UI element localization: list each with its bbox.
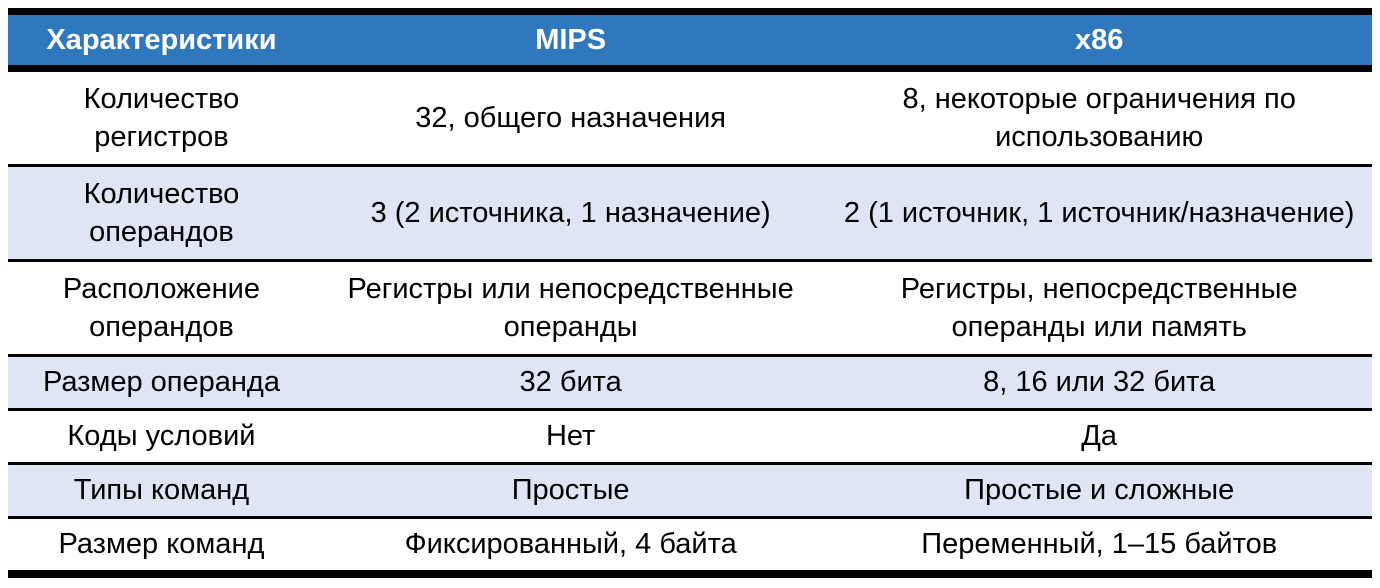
x86-value-cell: 2 (1 источник, 1 источник/назначение)	[843, 196, 1355, 229]
table-row-operand-count	[8, 166, 1372, 261]
x86-value-cell: 8, 16 или 32 бита	[983, 366, 1216, 399]
column-header-characteristics: Характеристики	[46, 23, 277, 56]
table-row-instruction-size	[8, 518, 1372, 575]
row-label-cell: Коды условий	[67, 420, 256, 453]
table-row-instruction-types	[8, 464, 1372, 518]
mips-value-cell: 32 бита	[519, 366, 622, 399]
header-row	[8, 12, 1372, 69]
mips-value-cell: 3 (2 источника, 1 назначение)	[370, 196, 771, 229]
row-label-cell: Размер операнда	[42, 366, 280, 399]
mips-value-cell: Регистры или непосредственные операнды	[347, 272, 794, 343]
x86-value-cell: 8, некоторые ограничения по использованию	[902, 82, 1296, 153]
row-label-cell: Количество операндов	[83, 177, 240, 248]
x86-value-cell: Простые и сложные	[964, 474, 1235, 507]
row-label-cell: Размер команд	[58, 528, 265, 561]
table-row-register-count	[8, 69, 1372, 166]
table-row-condition-codes	[8, 410, 1372, 464]
row-label-cell: Расположение операндов	[62, 272, 260, 343]
table-row-operand-size	[8, 356, 1372, 410]
x86-value-cell: Переменный, 1–15 байтов	[921, 528, 1278, 561]
mips-value-cell: Нет	[545, 420, 596, 453]
mips-value-cell: Простые	[511, 474, 630, 507]
x86-value-cell: Да	[1081, 420, 1118, 453]
mips-value-cell: Фиксированный, 4 байта	[404, 528, 737, 561]
column-header-mips: MIPS	[535, 23, 607, 56]
row-label-cell: Количество регистров	[83, 82, 240, 153]
x86-value-cell: Регистры, непосредственные операнды или память	[900, 272, 1298, 343]
row-label-cell: Типы команд	[73, 474, 250, 507]
column-header-x86: x86	[1075, 23, 1124, 56]
mips-value-cell: 32, общего назначения	[415, 101, 726, 134]
mips-x86-comparison-table	[8, 8, 1372, 578]
table-row-operand-location	[8, 261, 1372, 356]
